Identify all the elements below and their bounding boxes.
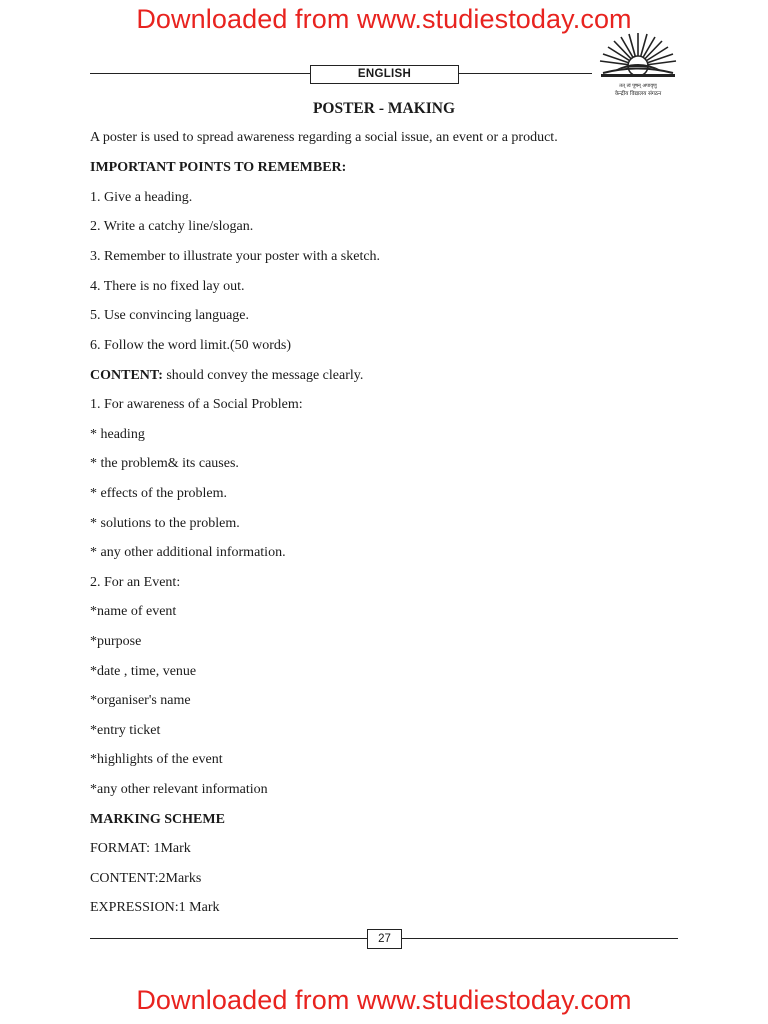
social-item: * solutions to the problem.	[90, 516, 240, 531]
content-text: should convey the message clearly.	[162, 368, 364, 383]
event-item: *any other relevant information	[90, 782, 268, 797]
social-item: * heading	[90, 427, 145, 442]
event-item: *date , time, venue	[90, 664, 197, 679]
event-heading: 2. For an Event:	[90, 575, 181, 590]
page-number: 27	[367, 929, 402, 949]
footer-rule-left	[90, 938, 367, 939]
marking-format: FORMAT: 1Mark	[90, 841, 191, 856]
watermark-bottom: Downloaded from www.studiestoday.com	[136, 985, 632, 1015]
social-heading: 1. For awareness of a Social Problem:	[90, 397, 303, 412]
footer-rule-right	[401, 938, 678, 939]
header-rule-right	[459, 73, 592, 74]
important-heading: IMPORTANT POINTS TO REMEMBER:	[90, 160, 347, 175]
header-rule-left	[90, 73, 310, 74]
marking-expression: EXPRESSION:1 Mark	[90, 900, 220, 915]
important-point: 3. Remember to illustrate your poster with a sketch.	[90, 249, 381, 264]
event-item: *entry ticket	[90, 723, 161, 738]
marking-content: CONTENT:2Marks	[90, 871, 202, 886]
important-point: 2. Write a catchy line/slogan.	[90, 219, 254, 234]
important-point: 6. Follow the word limit.(50 words)	[90, 338, 292, 353]
subject-header: ENGLISH	[310, 65, 459, 84]
event-item: *name of event	[90, 604, 177, 619]
watermark-top: Downloaded from www.studiestoday.com	[136, 4, 632, 34]
event-item: *highlights of the event	[90, 752, 223, 767]
social-item: * the problem& its causes.	[90, 456, 239, 471]
event-item: *organiser's name	[90, 693, 191, 708]
logo-motto: तत् त्वं पूषन् अपावृणु	[619, 83, 657, 89]
logo-org: केन्द्रीय विद्यालय संगठन	[614, 91, 662, 97]
important-point: 4. There is no fixed lay out.	[90, 279, 245, 294]
intro-text: A poster is used to spread awareness regarding a social issue, an event or a product.	[90, 130, 558, 145]
important-point: 1. Give a heading.	[90, 190, 193, 205]
important-point: 5. Use convincing language.	[90, 308, 250, 323]
event-item: *purpose	[90, 634, 142, 649]
social-item: * effects of the problem.	[90, 486, 227, 501]
social-item: * any other additional information.	[90, 545, 286, 560]
marking-heading: MARKING SCHEME	[90, 812, 225, 827]
content-label: CONTENT:	[90, 368, 163, 383]
page-title: POSTER - MAKING	[312, 100, 456, 117]
kvs-logo-icon	[593, 30, 683, 100]
content-line	[90, 368, 363, 384]
